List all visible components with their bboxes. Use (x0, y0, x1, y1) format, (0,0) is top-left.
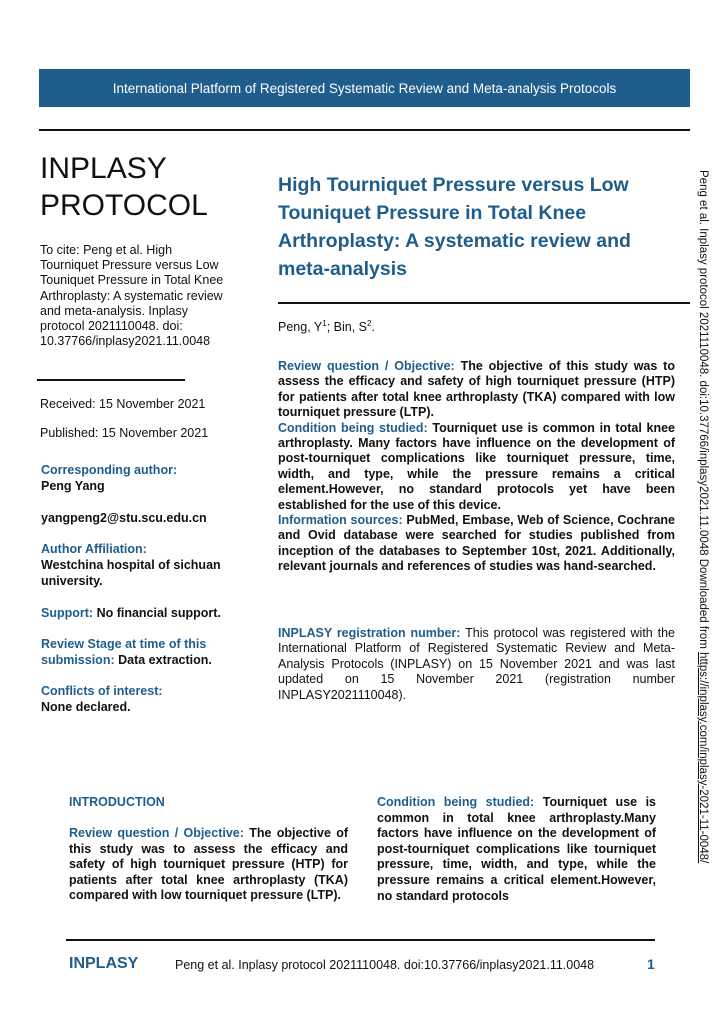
affiliation-value: Westchina hospital of sichuan university. (41, 558, 221, 588)
objective-label: Review question / Objective: (278, 359, 455, 373)
citation: To cite: Peng et al. High Tourniquet Pressure versus Low Touniquet Pressure in Total Knee Arthroplasty: A systematic review and meta-analysis. Inplasy protocol 2021110048. doi: 10.37766/inplasy2021.11.0048 (40, 243, 224, 349)
protocol-title (40, 150, 240, 224)
corresponding-author-block (41, 462, 246, 494)
corresponding-author-label: Corresponding author: (41, 463, 178, 477)
affiliation-block (41, 541, 246, 589)
header-banner (39, 69, 690, 107)
corresponding-author-name: Peng Yang (41, 479, 105, 493)
conflicts-value: None declared. (41, 700, 131, 714)
sources-label: Information sources: (278, 513, 403, 528)
banner-text: International Platform of Registered Systematic Review and Meta-analysis Protocols (112, 80, 617, 96)
objective-text: The objective of this study was to assess the efficacy and safety of high tourniquet pressure (HTP) for patients after total knee arthroplasty (TKA) compared with low tourniquet pressure (LTP). (278, 359, 675, 420)
support-label: Support: (41, 606, 94, 620)
affiliation-label: Author Affiliation: (41, 542, 147, 556)
footer-brand: INPLASY (69, 955, 139, 972)
side-download-note (697, 170, 709, 863)
registration-text: This protocol was registered with the International Platform of Registered Systematic Review and Meta-Analysis Protocols (INPLASY) on 15 November 2021 and was last updated on 15 November 2021 (registration number INPLASY2021110048). (278, 626, 675, 702)
authors (278, 319, 375, 334)
support-block (41, 605, 246, 621)
author-1: Peng, Y (278, 320, 323, 335)
col2-text: Tourniquet use is common in total knee arthroplasty.Many factors have influence on the development of post-tourniquet complications like tourniquet pressure, time, width, and type, while the pressure remains a critical element.However, no standard protocols (377, 795, 656, 903)
received-date: Received: 15 November 2021 (40, 397, 206, 411)
col1-label: Review question / Objective: (69, 826, 244, 840)
author-1-affiliation-mark: 1 (322, 319, 327, 328)
conflicts-label: Conflicts of interest: (41, 684, 163, 698)
body-column-1 (69, 826, 348, 904)
published-date: Published: 15 November 2021 (40, 426, 209, 440)
author-2: Bin, S (333, 320, 368, 335)
abstract (278, 359, 675, 575)
review-stage-label: Review Stage at time of this submission: (41, 637, 207, 667)
abstract-objective (278, 359, 675, 421)
body-column-2 (377, 795, 656, 905)
registration-label: INPLASY registration number: (278, 626, 461, 640)
registration-block (278, 626, 675, 703)
footer-citation: Peng et al. Inplasy protocol 2021110048. doi:10.37766/inplasy2021.11.0048 (175, 958, 595, 972)
sidebar-rule (37, 379, 185, 381)
conflicts-block (41, 683, 246, 715)
col2-label: Condition being studied: (377, 795, 535, 809)
condition-text: Tourniquet use is common in total knee arthroplasty. Many factors have influence on the development of post-tourniquet complications like tourniquet pressure, time, width, and type, while the pressure remains a critical element.However, no standard protocols yet have been established for the use of this device. (278, 420, 675, 512)
review-stage-block (41, 636, 246, 668)
footer-rule (66, 939, 655, 941)
abstract-sources (278, 513, 675, 575)
header-rule (39, 129, 690, 131)
abstract-condition (278, 421, 675, 513)
protocol-title-line-2: PROTOCOL (40, 189, 208, 222)
sources-text: PubMed, Embase, Web of Science, Cochrane and Ovid database were searched for studies published from inception of the databases to September 10st, 2021. Additionally, relevant journals and references of studies was hand-searched. (278, 513, 675, 574)
author-email[interactable] (41, 510, 246, 526)
review-stage-value: Data extraction. (118, 653, 212, 667)
col1-text: The objective of this study was to assess the efficacy and safety of high tourniquet pressure (HTP) for patients after total knee arthroplasty (TKA) compared with low tourniquet pressure (LTP). (69, 826, 348, 903)
author-separator: ; (326, 320, 334, 335)
support-value: No financial support. (96, 606, 221, 620)
authors-end: . (371, 320, 375, 335)
download-link[interactable]: https://inplasy.com/inplasy-2021-11-0048/ (697, 652, 709, 864)
page-number: 1 (647, 956, 655, 972)
title-rule (278, 302, 690, 304)
author-2-affiliation-mark: 2 (367, 319, 372, 328)
article-title: High Tourniquet Pressure versus Low Touniquet Pressure in Total Knee Arthroplasty: A systematic review and meta-analysis (278, 174, 631, 280)
side-note-text: Peng et al. Inplasy protocol 2021110048. doi:10.37766/inplasy2021.11.0048 Downloaded from (697, 170, 709, 653)
condition-label: Condition being studied: (278, 420, 428, 435)
email-text[interactable]: yangpeng2@stu.scu.edu.cn (41, 511, 207, 525)
introduction-heading: INTRODUCTION (69, 795, 165, 809)
protocol-title-line-1: INPLASY (40, 152, 167, 185)
